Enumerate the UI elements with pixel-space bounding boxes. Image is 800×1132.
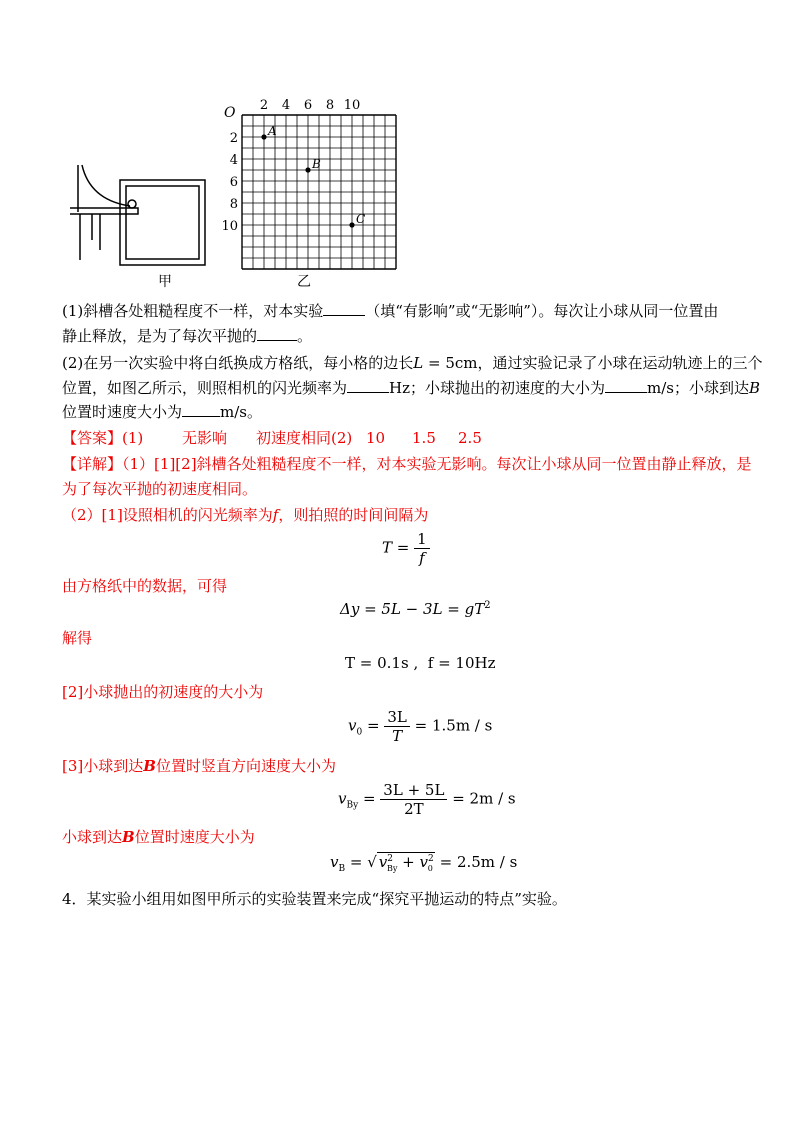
y-tick-label: 8 bbox=[229, 197, 238, 212]
jia-caption: 甲 bbox=[158, 274, 172, 290]
point-label: B bbox=[312, 157, 321, 171]
answer-blank-5 bbox=[182, 400, 220, 417]
x-tick-label: 6 bbox=[303, 98, 313, 113]
detail-line-3: （2）[1]设照相机的闪光频率为f，则拍照的时间间隔为 bbox=[62, 506, 429, 524]
detail-line-4: 由方格纸中的数据，可得 bbox=[62, 577, 228, 595]
equation-v0: $v_0$ = $\frac{3L}{T}$ = 1.5m / s bbox=[348, 708, 493, 745]
x-tick-label: 8 bbox=[325, 98, 335, 113]
detail-line-5: 解得 bbox=[62, 629, 93, 647]
yi-caption: 乙 bbox=[297, 274, 311, 290]
detail-line-8: 小球到达B位置时速度大小为 bbox=[62, 828, 255, 846]
detail-line-6: [2]小球抛出的初速度的大小为 bbox=[62, 683, 264, 701]
question-2-line-2: 位置，如图乙所示，则照相机的闪光频率为 Hz；小球抛出的初速度的大小为 m/s；小球到达B bbox=[62, 376, 760, 400]
apparatus-figure bbox=[70, 160, 220, 280]
detail-line-1: 【详解】（1）[1][2]斜槽各处粗糙程度不一样，对本实验无影响。每次让小球从同一位置由静止释放，是 bbox=[62, 455, 752, 473]
point-label: A bbox=[268, 124, 277, 138]
detail-label: 【详解】 bbox=[62, 455, 123, 473]
next-question: 4．某实验小组用如图甲所示的实验装置来完成“探究平抛运动的特点”实验。 bbox=[62, 890, 567, 908]
x-tick-label: 2 bbox=[259, 98, 269, 113]
answer-line: 【答案】(1) 无影响 初速度相同(2) 10 1.5 2.5 bbox=[62, 426, 482, 450]
question-1-line-2: 静止释放，是为了每次平抛的 。 bbox=[62, 324, 312, 348]
question-2-line-3: 位置时速度大小为 m/s。 bbox=[62, 400, 262, 424]
equation-delta-y: $\Delta y = 5L - 3L = gT^2$ bbox=[340, 600, 491, 618]
answer-blank-2 bbox=[257, 324, 297, 341]
answer-blank-4 bbox=[605, 376, 647, 393]
origin-label: O bbox=[224, 105, 236, 121]
question-2-line-1: (2)在另一次实验中将白纸换成方格纸，每小格的边长L = 5cm，通过实验记录了小球在运动轨迹上的三个 bbox=[62, 354, 763, 372]
equation-vb: $v_B$ = √ $v^2_{By} + v^2_0 = 2.5m / s$ bbox=[330, 853, 518, 874]
x-tick-label: 10 bbox=[343, 98, 361, 113]
y-tick-label: 4 bbox=[229, 153, 238, 168]
answer-label: 【答案】 bbox=[62, 429, 123, 447]
y-tick-label: 6 bbox=[229, 175, 238, 190]
answer-blank-1 bbox=[323, 299, 365, 316]
equation-result: T = 0.1s , f = 10Hz bbox=[345, 654, 496, 672]
point-B bbox=[305, 167, 310, 172]
point-label: C bbox=[356, 212, 366, 226]
detail-line-2: 为了每次平抛的初速度相同。 bbox=[62, 480, 258, 498]
y-tick-label: 2 bbox=[229, 131, 238, 146]
equation-vby: $v_{By}$ = $\frac{3L + 5L}{2T}$ = 2m / s bbox=[338, 781, 516, 818]
question-1-line-1: (1)斜槽各处粗糙程度不一样，对本实验 （填“有影响”或“无影响”）。每次让小球从同一位置由 bbox=[62, 299, 718, 323]
detail-line-7: [3]小球到达B位置时竖直方向速度大小为 bbox=[62, 757, 336, 775]
point-A bbox=[261, 134, 266, 139]
point-C bbox=[349, 222, 354, 227]
x-tick-label: 4 bbox=[281, 98, 291, 113]
answer-blank-3 bbox=[347, 376, 389, 393]
y-tick-label: 10 bbox=[221, 219, 238, 234]
equation-period: T = $\frac{1}{f}$ bbox=[382, 530, 430, 567]
grid-figure bbox=[210, 95, 400, 285]
